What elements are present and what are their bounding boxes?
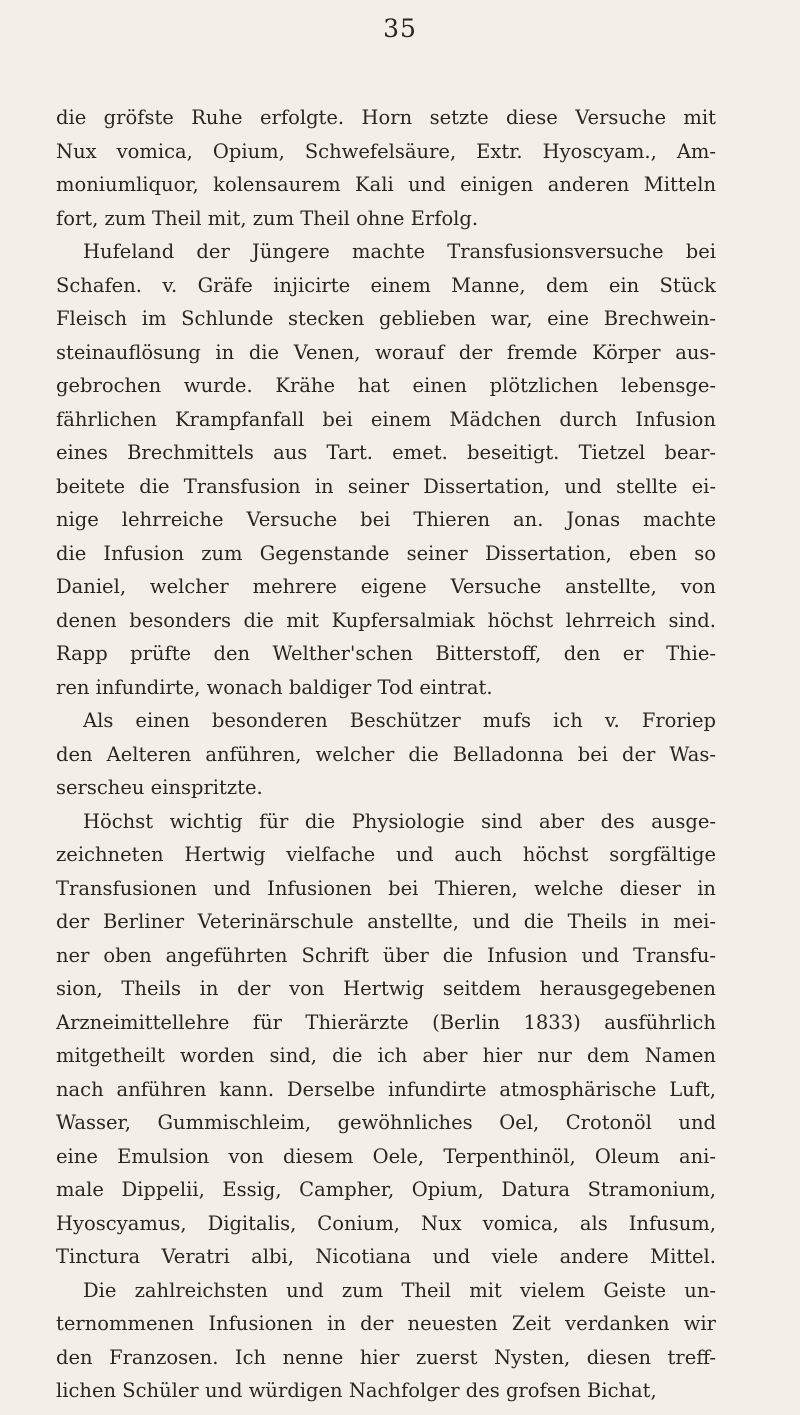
text-line: mitgetheilt worden sind, die ich aber hier nur dem Namen (56, 1044, 716, 1067)
text-line: nach anführen kann. Derselbe infundirte atmosphärische Luft, (56, 1077, 716, 1101)
text-line: den Aelteren anführen, welcher die Belladonna bei der Was- (56, 742, 716, 766)
text-line: denen besonders die mit Kupfersalmiak höchst lehrreich sind. (56, 608, 716, 632)
text-line: den Franzosen. Ich nenne hier zuerst Nysten, diesen treff- (56, 1345, 716, 1369)
text-line: sion, Theils in der von Hertwig seitdem herausgegebenen (56, 977, 716, 1000)
text-line: Hufeland der Jüngere machte Transfusionsversuche bei (83, 240, 716, 263)
text-line: Tinctura Veratri albi, Nicotiana und viele andere Mittel. (56, 1245, 716, 1268)
text-line: eine Emulsion von diesem Oele, Terpenthinöl, Oleum ani- (56, 1144, 716, 1168)
text-line: Hyoscyamus, Digitalis, Conium, Nux vomica, als Infusum, (56, 1211, 716, 1235)
text-line: Als einen besonderen Beschützer mufs ich v. Froriep (83, 709, 716, 732)
text-line: Höchst wichtig für die Physiologie sind aber des ausge- (83, 809, 716, 833)
text-line: Wasser, Gummischleim, gewöhnliches Oel, Crotonöl und (56, 1111, 716, 1134)
text-line: die Infusion zum Gegenstande seiner Dissertation, eben so (56, 541, 716, 565)
text-line: eines Brechmittels aus Tart. emet. beseitigt. Tietzel bear- (56, 441, 716, 464)
text-line: gebrochen wurde. Krähe hat einen plötzlichen lebensge- (56, 374, 716, 397)
text-line: nige lehrreiche Versuche bei Thieren an. Jonas machte (56, 508, 716, 531)
text-line: ren infundirte, wonach baldiger Tod eintrat. (56, 675, 493, 699)
text-line: Arzneimittellehre für Thierärzte (Berlin 1833) ausführlich (56, 1010, 716, 1034)
text-line: Schafen. v. Gräfe injicirte einem Manne, dem ein Stück (56, 273, 716, 297)
text-line: beitete die Transfusion in seiner Dissertation, und stellte ei- (56, 474, 716, 498)
text-line: Rapp prüfte den Welther'schen Bitterstoff, den er Thie- (56, 642, 716, 665)
text-line: fort, zum Theil mit, zum Theil ohne Erfolg. (56, 206, 479, 230)
text-line: die gröfste Ruhe erfolgte. Horn setzte diese Versuche mit (56, 106, 716, 129)
text-line: lichen Schüler und würdigen Nachfolger des grofsen Bichat, (56, 1379, 657, 1402)
text-line: male Dippelii, Essig, Campher, Opium, Datura Stramonium, (56, 1178, 716, 1201)
text-line: zeichneten Hertwig vielfache und auch höchst sorgfältige (56, 843, 716, 866)
text-line: Die zahlreichsten und zum Theil mit vielem Geiste un- (83, 1278, 716, 1302)
text-line: der Berliner Veterinärschule anstellte, und die Theils in mei- (56, 910, 716, 933)
text-line: Daniel, welcher mehrere eigene Versuche anstellte, von (56, 575, 716, 598)
text-line: fährlichen Krampfanfall bei einem Mädchen durch Infusion (56, 407, 716, 431)
text-line: moniumliquor, kolensaurem Kali und einigen anderen Mitteln (56, 173, 716, 196)
text-line: ternommenen Infusionen in der neuesten Zeit verdanken wir (56, 1312, 716, 1335)
text-line: Transfusionen und Infusionen bei Thieren, welche dieser in (56, 876, 716, 900)
text-line: Nux vomica, Opium, Schwefelsäure, Extr. Hyoscyam., Am- (56, 139, 716, 163)
body-text (56, 101, 716, 1408)
text-line: serscheu einspritzte. (56, 776, 263, 799)
text-line: ner oben angeführten Schrift über die Infusion und Transfu- (56, 943, 716, 967)
text-line: Fleisch im Schlunde stecken geblieben war, eine Brechwein- (56, 307, 716, 330)
page-number: 35 (383, 14, 417, 43)
text-line: steinauflösung in die Venen, worauf der fremde Körper aus- (56, 340, 716, 364)
